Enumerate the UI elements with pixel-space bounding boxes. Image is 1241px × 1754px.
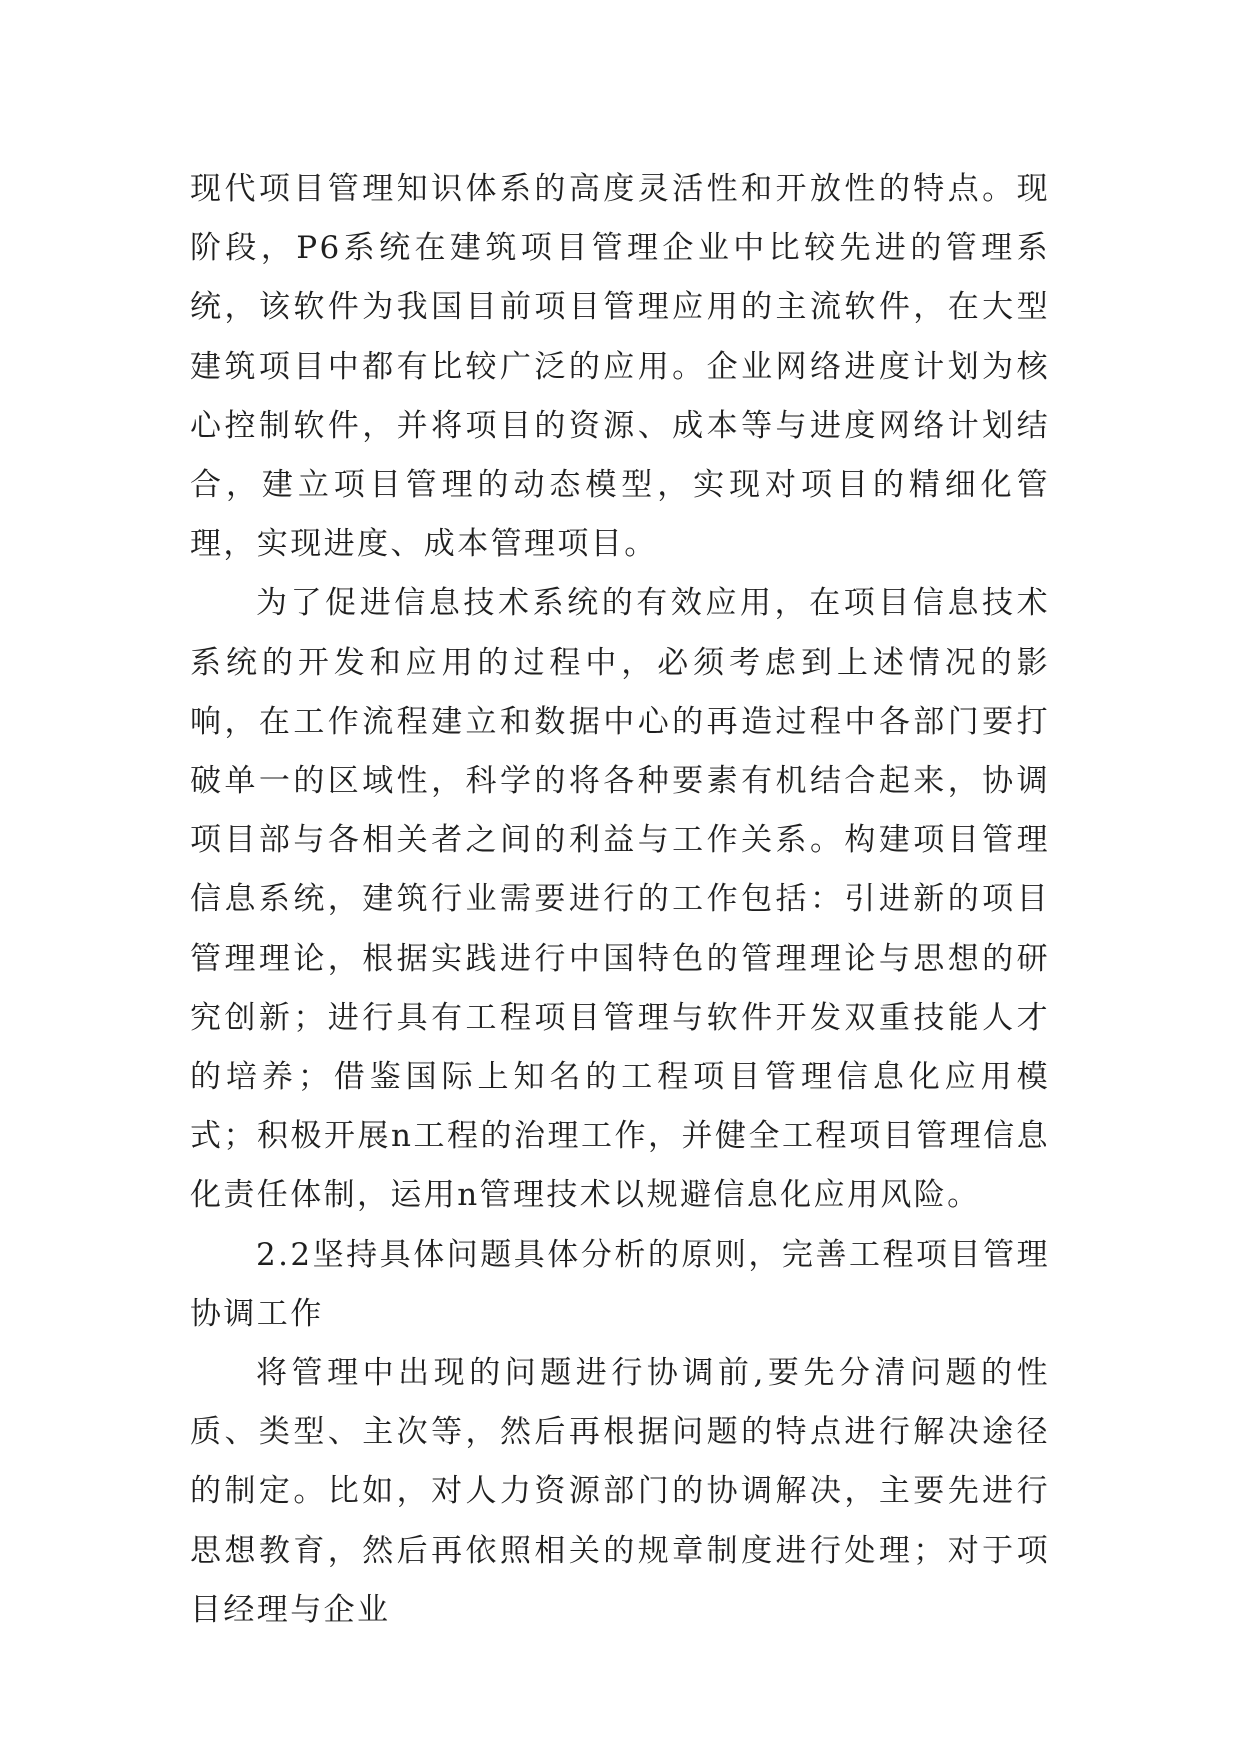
paragraph-1: 现代项目管理知识体系的高度灵活性和开放性的特点。现阶段，P6系统在建筑项目管理企业中比较先进的管理系统，该软件为我国目前项目管理应用的主流软件，在大型建筑项目中都有比较广泛的应用。企业网络进度计划为核心控制软件，并将项目的资源、成本等与进度网络计划结合，建立项目管理的动态模型，实现对项目的精细化管理，实现进度、成本管理项目。 bbox=[190, 171, 1050, 563]
document-body bbox=[190, 160, 1050, 1640]
section-heading-2-2: 2.2坚持具体问题具体分析的原则，完善工程项目管理协调工作 bbox=[190, 1236, 1050, 1332]
paragraph-2: 为了促进信息技术系统的有效应用，在项目信息技术系统的开发和应用的过程中，必须考虑到上述情况的影响，在工作流程建立和数据中心的再造过程中各部门要打破单一的区域性，科学的将各种要素有机结合起来，协调项目部与各相关者之间的利益与工作关系。构建项目管理信息系统，建筑行业需要进行的工作包括：引进新的项目管理理论，根据实践进行中国特色的管理理论与思想的研究创新；进行具有工程项目管理与软件开发双重技能人才的培养；借鉴国际上知名的工程项目管理信息化应用模式；积极开展n工程的治理工作，并健全工程项目管理信息化责任体制，运用n管理技术以规避信息化应用风险。 bbox=[190, 585, 1050, 1214]
paragraph-3: 将管理中出现的问题进行协调前,要先分清问题的性质、类型、主次等，然后再根据问题的特点进行解决途径的制定。比如，对人力资源部门的协调解决，主要先进行思想教育，然后再依照相关的规章制度进行处理；对于项目经理与企业 bbox=[190, 1355, 1050, 1628]
